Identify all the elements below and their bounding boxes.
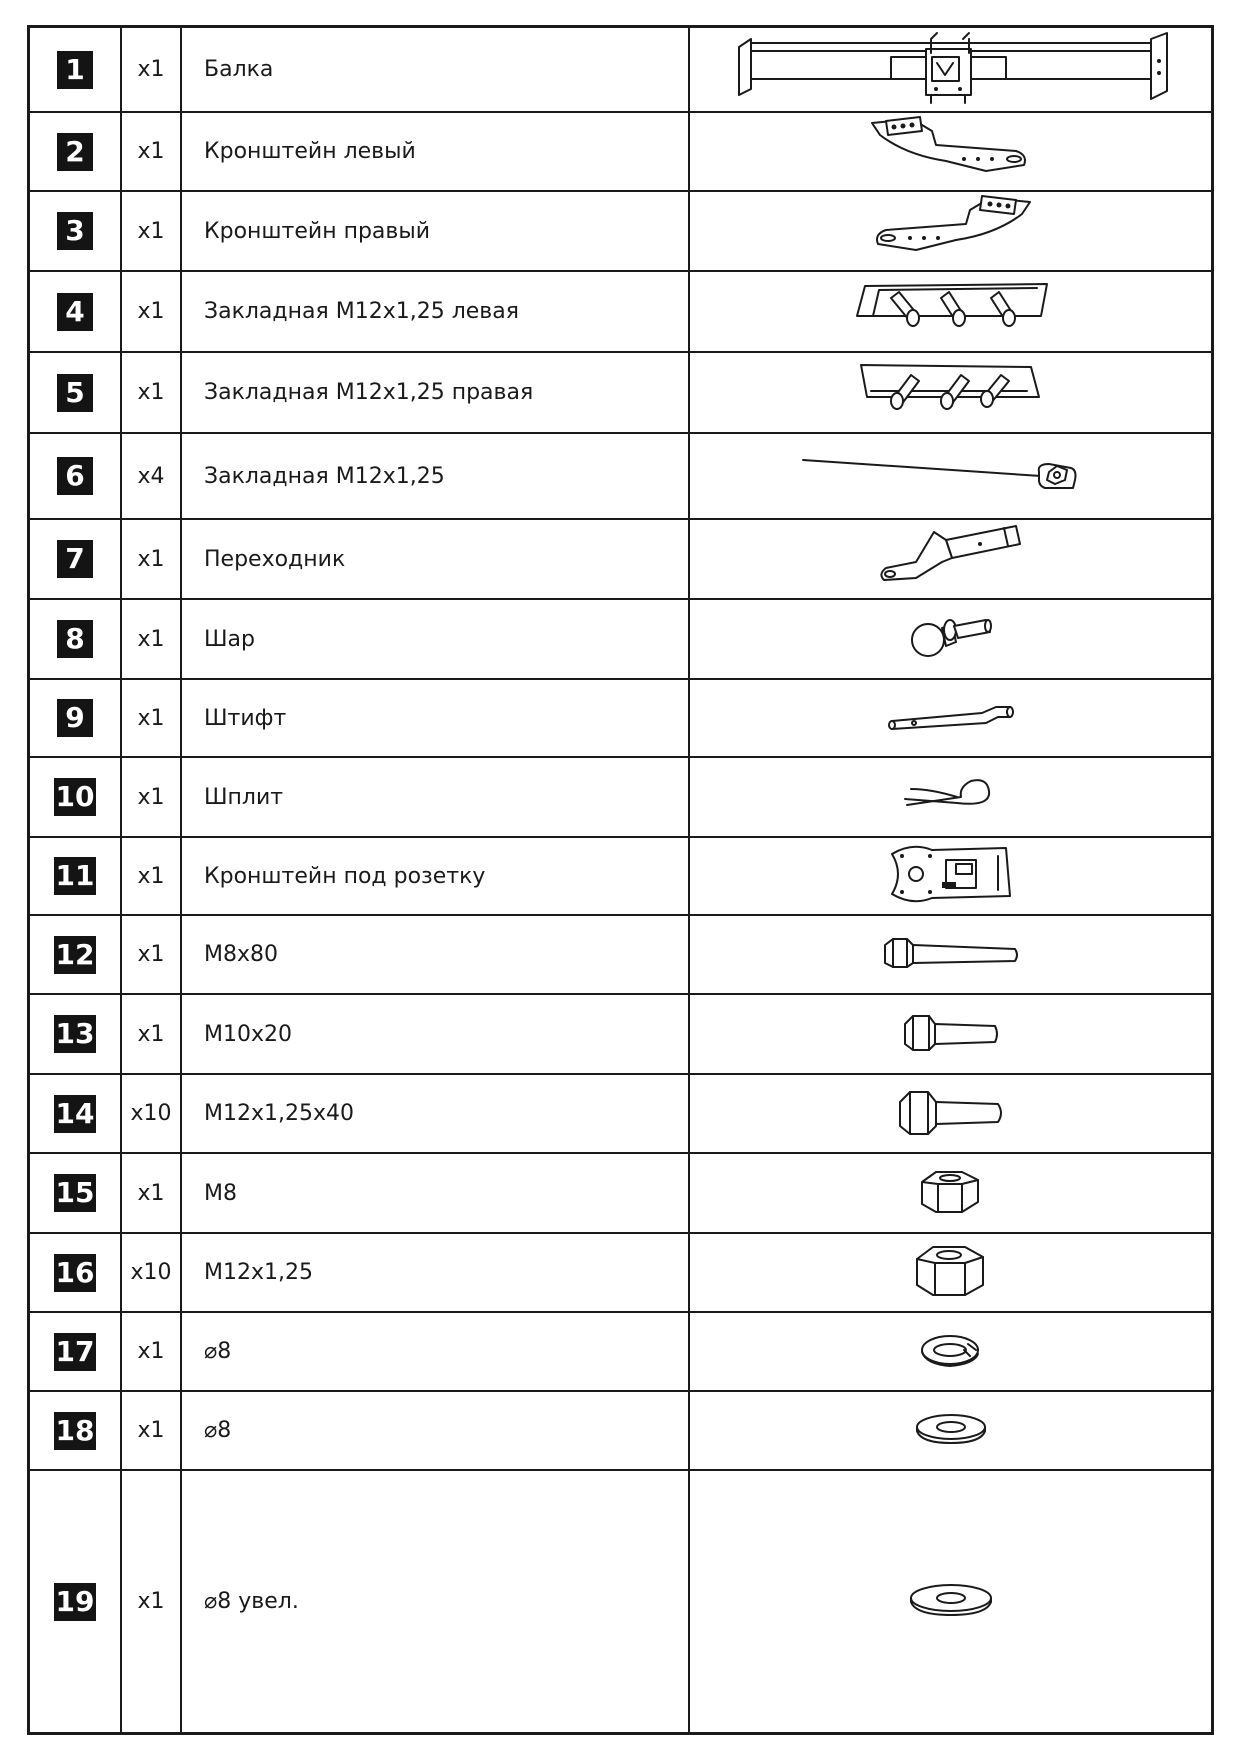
part-number-badge: 8 xyxy=(57,620,93,658)
table-row xyxy=(30,600,1211,680)
tow-ball-icon xyxy=(906,612,996,666)
part-name-cell xyxy=(182,1154,690,1232)
part-name: Закладная М12х1,25 xyxy=(204,463,445,489)
part-name: М12х1,25х40 xyxy=(204,1101,354,1126)
part-name-cell xyxy=(182,1075,690,1152)
table-row xyxy=(30,995,1211,1075)
part-quantity: x1 xyxy=(137,705,165,731)
part-name: Закладная М12х1,25 левая xyxy=(204,299,519,324)
part-number-badge: 14 xyxy=(54,1095,97,1133)
quantity-cell xyxy=(122,600,182,678)
table-row xyxy=(30,1392,1211,1471)
nut-large-icon xyxy=(911,1243,991,1303)
quantity-cell xyxy=(122,995,182,1073)
quantity-cell xyxy=(122,680,182,756)
part-number-cell xyxy=(30,1471,122,1732)
part-name-cell xyxy=(182,916,690,993)
embed-nut-wire-icon xyxy=(801,454,1101,498)
part-name: Закладная М12х1,25 правая xyxy=(204,380,534,405)
part-number-badge: 3 xyxy=(57,212,93,250)
part-number-badge: 15 xyxy=(54,1174,97,1212)
part-name: ⌀8 увел. xyxy=(204,1589,299,1614)
part-number-cell xyxy=(30,838,122,914)
large-washer-icon xyxy=(906,1580,996,1624)
table-row xyxy=(30,838,1211,916)
part-number-badge: 11 xyxy=(54,857,97,895)
table-row xyxy=(30,916,1211,995)
part-name: ⌀8 xyxy=(204,1339,232,1364)
part-name-cell xyxy=(182,995,690,1073)
part-name-cell xyxy=(182,28,690,111)
pin-icon xyxy=(886,699,1016,737)
part-name-cell xyxy=(182,1471,690,1732)
quantity-cell xyxy=(122,353,182,432)
table-row xyxy=(30,434,1211,520)
part-quantity: x1 xyxy=(137,942,165,967)
part-number-cell xyxy=(30,520,122,598)
adapter-icon xyxy=(876,522,1026,596)
quantity-cell xyxy=(122,28,182,111)
part-number-badge: 6 xyxy=(57,457,93,495)
part-quantity: x1 xyxy=(137,546,165,572)
part-number-cell xyxy=(30,1234,122,1311)
quantity-cell xyxy=(122,838,182,914)
quantity-cell xyxy=(122,192,182,270)
part-quantity: x1 xyxy=(137,1589,165,1614)
part-number-cell xyxy=(30,434,122,518)
right-embed-plate-icon xyxy=(851,361,1051,425)
table-row xyxy=(30,1154,1211,1234)
part-name-cell xyxy=(182,600,690,678)
part-name-cell xyxy=(182,758,690,836)
part-quantity: x1 xyxy=(137,1180,165,1206)
part-name-cell xyxy=(182,353,690,432)
part-name-cell xyxy=(182,272,690,351)
part-illustration-cell xyxy=(690,680,1211,756)
part-illustration-cell xyxy=(690,520,1211,598)
part-number-badge: 13 xyxy=(54,1015,97,1053)
part-name: М12х1,25 xyxy=(204,1260,313,1285)
table-row xyxy=(30,272,1211,353)
table-row xyxy=(30,758,1211,838)
part-name-cell xyxy=(182,1234,690,1311)
part-illustration-cell xyxy=(690,838,1211,914)
part-name: ⌀8 xyxy=(204,1418,232,1443)
part-number-badge: 7 xyxy=(57,540,93,578)
quantity-cell xyxy=(122,1313,182,1390)
part-number-badge: 5 xyxy=(57,374,93,412)
part-illustration-cell xyxy=(690,272,1211,351)
part-illustration-cell xyxy=(690,1313,1211,1390)
part-illustration-cell xyxy=(690,758,1211,836)
part-number-cell xyxy=(30,1075,122,1152)
part-illustration-cell xyxy=(690,113,1211,190)
part-number-cell xyxy=(30,1154,122,1232)
table-row xyxy=(30,192,1211,272)
part-name-cell xyxy=(182,113,690,190)
part-illustration-cell xyxy=(690,353,1211,432)
quantity-cell xyxy=(122,272,182,351)
part-name-cell xyxy=(182,520,690,598)
nut-small-icon xyxy=(916,1166,986,1220)
part-quantity: x1 xyxy=(137,626,165,652)
bolt-long-icon xyxy=(881,935,1021,975)
part-name: Переходник xyxy=(204,546,346,572)
tow-beam-icon xyxy=(731,33,1171,107)
part-name: Шар xyxy=(204,626,255,652)
part-name: Кронштейн правый xyxy=(204,218,431,244)
table-row xyxy=(30,680,1211,758)
quantity-cell xyxy=(122,1075,182,1152)
parts-table xyxy=(27,25,1214,1735)
right-bracket-icon xyxy=(866,194,1036,268)
part-quantity: x1 xyxy=(137,863,165,889)
part-illustration-cell xyxy=(690,600,1211,678)
spring-washer-icon xyxy=(916,1330,986,1374)
part-number-cell xyxy=(30,113,122,190)
part-number-cell xyxy=(30,28,122,111)
part-illustration-cell xyxy=(690,995,1211,1073)
part-illustration-cell xyxy=(690,1234,1211,1311)
quantity-cell xyxy=(122,916,182,993)
part-name-cell xyxy=(182,838,690,914)
part-illustration-cell xyxy=(690,1471,1211,1732)
part-name-cell xyxy=(182,1392,690,1469)
part-number-cell xyxy=(30,758,122,836)
part-quantity: x1 xyxy=(137,139,165,164)
part-number-cell xyxy=(30,1313,122,1390)
part-number-badge: 4 xyxy=(57,293,93,331)
quantity-cell xyxy=(122,758,182,836)
part-quantity: x10 xyxy=(130,1101,172,1126)
table-row xyxy=(30,1075,1211,1154)
part-number-cell xyxy=(30,600,122,678)
part-number-badge: 2 xyxy=(57,133,93,171)
part-illustration-cell xyxy=(690,434,1211,518)
part-number-cell xyxy=(30,916,122,993)
part-number-cell xyxy=(30,192,122,270)
table-row xyxy=(30,1313,1211,1392)
bolt-short-icon xyxy=(901,1012,1001,1056)
quantity-cell xyxy=(122,434,182,518)
part-quantity: x1 xyxy=(137,299,165,324)
left-bracket-icon xyxy=(866,115,1036,189)
part-number-badge: 19 xyxy=(54,1583,97,1621)
part-number-badge: 12 xyxy=(54,936,97,974)
part-name: Кронштейн под розетку xyxy=(204,863,486,889)
part-number-badge: 10 xyxy=(54,778,97,816)
cotter-clip-icon xyxy=(901,775,1001,819)
part-illustration-cell xyxy=(690,1075,1211,1152)
part-quantity: x1 xyxy=(137,1021,165,1047)
table-row xyxy=(30,353,1211,434)
part-quantity: x4 xyxy=(137,463,165,489)
part-number-badge: 1 xyxy=(57,51,93,89)
part-name: М10х20 xyxy=(204,1021,292,1047)
quantity-cell xyxy=(122,1154,182,1232)
part-illustration-cell xyxy=(690,916,1211,993)
part-name: Шплит xyxy=(204,784,284,810)
part-number-badge: 17 xyxy=(54,1333,97,1371)
part-number-cell xyxy=(30,353,122,432)
part-name: Кронштейн левый xyxy=(204,139,416,164)
part-quantity: x10 xyxy=(130,1260,172,1285)
table-row xyxy=(30,28,1211,113)
quantity-cell xyxy=(122,520,182,598)
part-name-cell xyxy=(182,434,690,518)
socket-bracket-icon xyxy=(886,842,1016,910)
table-row xyxy=(30,1471,1211,1732)
part-quantity: x1 xyxy=(137,1418,165,1443)
quantity-cell xyxy=(122,1234,182,1311)
part-illustration-cell xyxy=(690,1392,1211,1469)
table-row xyxy=(30,520,1211,600)
part-illustration-cell xyxy=(690,1154,1211,1232)
part-name: Балка xyxy=(204,57,274,82)
quantity-cell xyxy=(122,1471,182,1732)
part-name-cell xyxy=(182,680,690,756)
part-number-cell xyxy=(30,272,122,351)
part-illustration-cell xyxy=(690,192,1211,270)
part-quantity: x1 xyxy=(137,380,165,405)
part-number-cell xyxy=(30,995,122,1073)
part-name-cell xyxy=(182,1313,690,1390)
part-number-cell xyxy=(30,1392,122,1469)
part-number-badge: 9 xyxy=(57,699,93,737)
quantity-cell xyxy=(122,1392,182,1469)
part-quantity: x1 xyxy=(137,1339,165,1364)
quantity-cell xyxy=(122,113,182,190)
part-number-cell xyxy=(30,680,122,756)
part-illustration-cell xyxy=(690,28,1211,111)
part-name: М8 xyxy=(204,1180,237,1206)
table-row xyxy=(30,1234,1211,1313)
left-embed-plate-icon xyxy=(851,280,1051,344)
part-name-cell xyxy=(182,192,690,270)
part-name: Штифт xyxy=(204,705,287,731)
part-quantity: x1 xyxy=(137,784,165,810)
bolt-medium-icon xyxy=(896,1088,1006,1140)
part-number-badge: 18 xyxy=(54,1412,97,1450)
part-quantity: x1 xyxy=(137,218,165,244)
part-name: М8х80 xyxy=(204,942,278,967)
flat-washer-icon xyxy=(911,1409,991,1453)
part-quantity: x1 xyxy=(137,57,165,82)
part-number-badge: 16 xyxy=(54,1254,97,1292)
table-row xyxy=(30,113,1211,192)
